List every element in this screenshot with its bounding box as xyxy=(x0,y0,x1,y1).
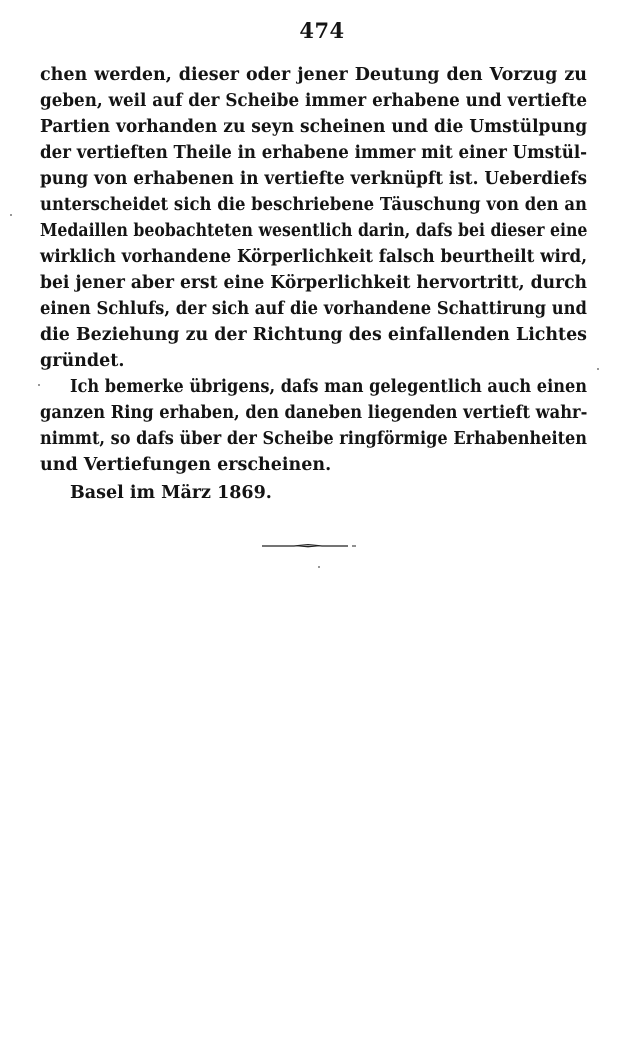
text-line: der vertieften Theile in erhabene immer mit einer Umstül- xyxy=(40,143,588,163)
paper-speck xyxy=(38,384,40,386)
text-line: und Vertiefungen erscheinen. xyxy=(40,455,332,475)
text-line: bei jener aber erst eine Körperlichkeit hervortritt, durch xyxy=(40,273,588,293)
text-line: wirklich vorhandene Körperlichkeit falsch beurtheilt wird, xyxy=(40,247,587,267)
paper-speck xyxy=(597,368,599,370)
page-number: 474 xyxy=(299,18,345,43)
text-line: einen Schlufs, der sich auf die vorhandene Schattirung und xyxy=(40,299,587,319)
text-line: chen werden, dieser oder jener Deutung den Vorzug zu xyxy=(40,65,587,85)
text-line: ganzen Ring erhaben, den daneben liegenden vertieft wahr- xyxy=(40,403,588,423)
text-line: geben, weil auf der Scheibe immer erhabene und vertiefte xyxy=(40,91,588,111)
paper-speck xyxy=(318,566,320,568)
text-line: gründet. xyxy=(40,351,125,371)
text-line: nimmt, so dafs über der Scheibe ringförmige Erhabenheiten xyxy=(40,429,588,449)
text-line: Medaillen beobachteten wesentlich darin, dafs bei dieser eine xyxy=(40,221,588,241)
text-line: Ich bemerke übrigens, dafs man gelegentlich auch einen xyxy=(70,377,587,397)
text-line: die Beziehung zu der Richtung des einfallenden Lichtes xyxy=(40,325,587,345)
signoff-line: Basel im März 1869. xyxy=(70,483,272,503)
text-line: unterscheidet sich die beschriebene Täuschung von den an xyxy=(40,195,588,215)
section-end-rule xyxy=(262,544,356,548)
text-line: Partien vorhanden zu seyn scheinen und die Umstülpung xyxy=(40,117,588,137)
text-line: pung von erhabenen in vertiefte verknüpft ist. Ueberdiefs xyxy=(40,169,587,189)
paper-speck xyxy=(10,214,12,216)
